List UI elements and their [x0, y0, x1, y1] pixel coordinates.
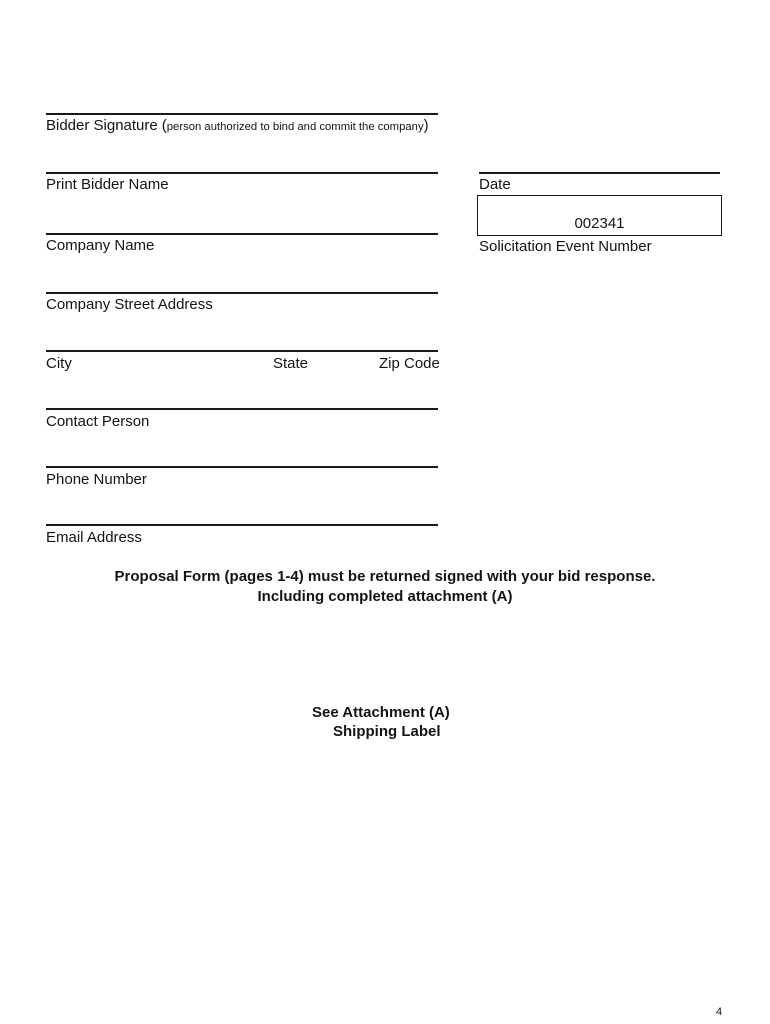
signature-note: person authorized to bind and commit the company: [166, 121, 424, 133]
attachment-line-1: See Attachment (A): [312, 704, 450, 721]
signature-label: Bidder Signature: [46, 117, 158, 134]
state-label: State: [273, 355, 309, 372]
street-address-line: [46, 292, 438, 294]
notice-line-2: Including completed attachment (A): [257, 588, 513, 605]
email-address-label: Email Address: [46, 529, 142, 546]
solicitation-number-label: Solicitation Event Number: [479, 238, 652, 255]
city-label: City: [46, 355, 72, 372]
contact-person-label: Contact Person: [46, 413, 150, 430]
solicitation-number-box: [477, 195, 722, 236]
signature-note-close-paren: ): [423, 117, 429, 134]
signature-label-group: [46, 117, 429, 136]
company-name-label: Company Name: [46, 237, 155, 254]
email-address-line: [46, 524, 438, 526]
attachment-line-2: Shipping Label: [333, 723, 441, 740]
zip-code-label: Zip Code: [379, 355, 440, 372]
city-state-zip-line: [46, 350, 438, 352]
print-name-label: Print Bidder Name: [46, 176, 169, 193]
date-label: Date: [479, 176, 511, 193]
signature-line: [46, 113, 438, 115]
contact-person-line: [46, 408, 438, 410]
date-line: [479, 172, 720, 174]
phone-number-line: [46, 466, 438, 468]
print-name-line: [46, 172, 438, 174]
street-address-label: Company Street Address: [46, 296, 213, 313]
page-number: 4: [716, 1006, 723, 1018]
company-name-line: [46, 233, 438, 235]
signature-note-open-paren: (: [161, 117, 167, 134]
solicitation-number-value: 002341: [574, 215, 625, 232]
notice-line-1: Proposal Form (pages 1-4) must be returned signed with your bid response.: [114, 568, 656, 585]
phone-number-label: Phone Number: [46, 471, 147, 488]
